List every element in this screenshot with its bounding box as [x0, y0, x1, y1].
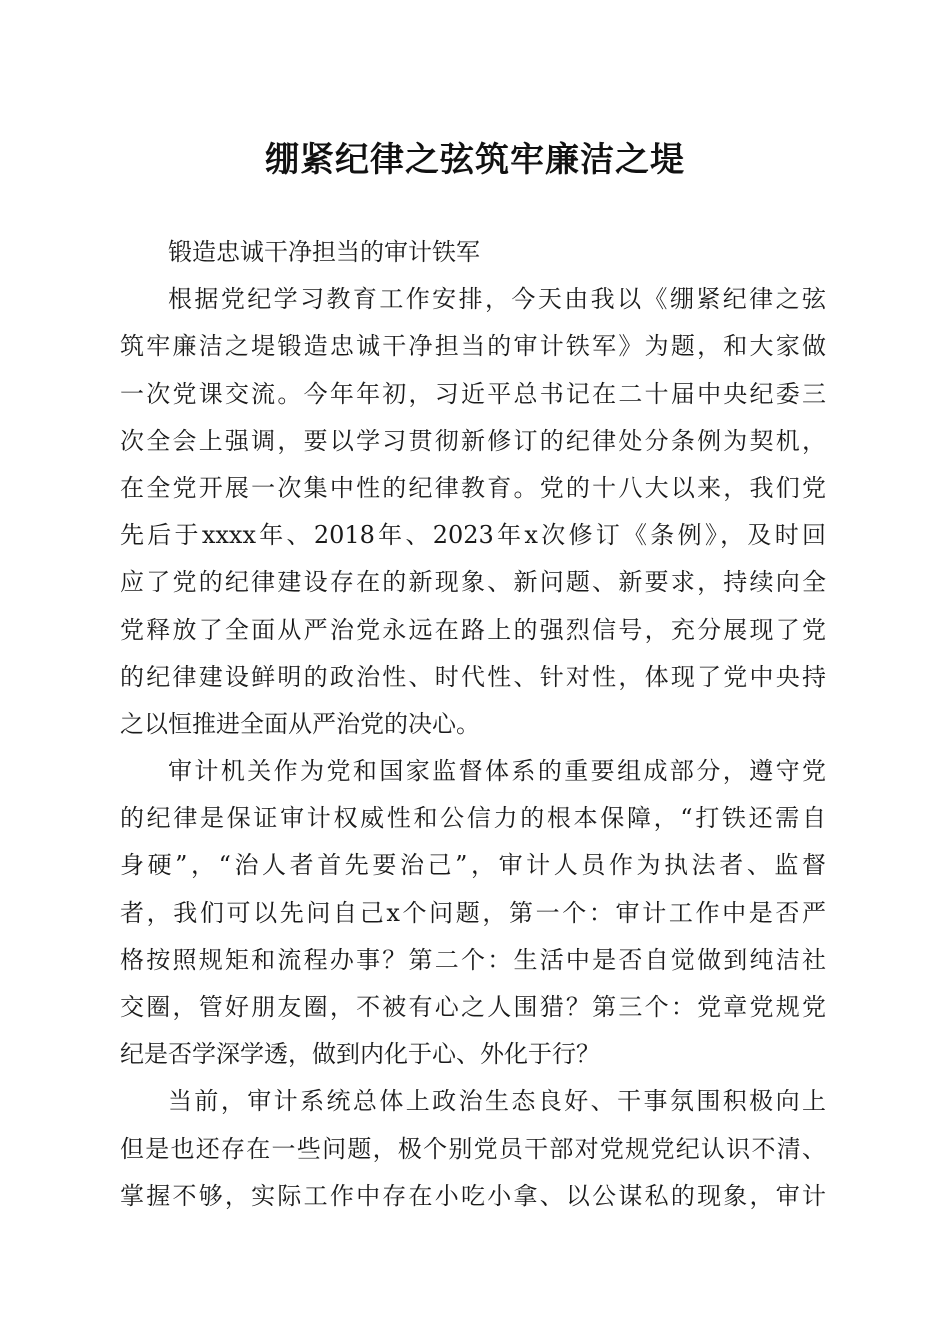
paragraph-line: 根据党纪学习教育工作安排，今天由我以《绷紧纪律之弦 [168, 285, 826, 314]
paragraph-line: 掌握不够，实际工作中存在小吃小拿、以公谋私的现象，审计 [120, 1181, 826, 1210]
paragraph-line: 交圈，管好朋友圈，不被有心之人围猎？第三个：党章党规党 [120, 993, 826, 1021]
subtitle-line: 锻造忠诚干净担当的审计铁军 [168, 238, 480, 266]
document-title: 绷紧纪律之弦筑牢廉洁之堤 [265, 140, 685, 180]
paragraph-line: 先后于xxxx年、2018年、2023年x次修订《条例》，及时回 [120, 521, 826, 550]
paragraph-line: 但是也还存在一些问题，极个别党员干部对党规党纪认识不清、 [120, 1134, 826, 1163]
paragraph-line: 身硬”，“治人者首先要治己”，审计人员作为执法者、监督 [120, 851, 826, 880]
paragraph-line: 应了党的纪律建设存在的新现象、新问题、新要求，持续向全 [120, 568, 826, 597]
paragraph-line: 的纪律是保证审计权威性和公信力的根本保障，“打铁还需自 [120, 804, 826, 833]
paragraph-line: 之以恒推进全面从严治党的决心。 [120, 709, 480, 738]
paragraph-line: 党释放了全面从严治党永远在路上的强烈信号，充分展现了党 [120, 615, 826, 644]
paragraph-line: 格按照规矩和流程办事？第二个：生活中是否自觉做到纯洁社 [120, 945, 826, 974]
paragraph-line: 筑牢廉洁之堤锻造忠诚干净担当的审计铁军》为题，和大家做 [120, 332, 826, 361]
paragraph-line: 纪是否学深学透，做到内化于心、外化于行？ [120, 1040, 600, 1069]
paragraph-line: 的纪律建设鲜明的政治性、时代性、针对性，体现了党中央持 [120, 662, 826, 691]
paragraph-line: 一次党课交流。今年年初，习近平总书记在二十届中央纪委三 [120, 379, 826, 408]
paragraph-line: 当前，审计系统总体上政治生态良好、干事氛围积极向上 [168, 1087, 826, 1116]
paragraph-line: 次全会上强调，要以学习贯彻新修订的纪律处分条例为契机， [120, 426, 826, 455]
paragraph-line: 审计机关作为党和国家监督体系的重要组成部分，遵守党 [168, 757, 826, 786]
document-body [120, 229, 826, 1220]
paragraph-line: 在全党开展一次集中性的纪律教育。党的十八大以来，我们党 [120, 473, 826, 502]
paragraph-line: 者，我们可以先问自己x个问题，第一个：审计工作中是否严 [120, 898, 826, 927]
